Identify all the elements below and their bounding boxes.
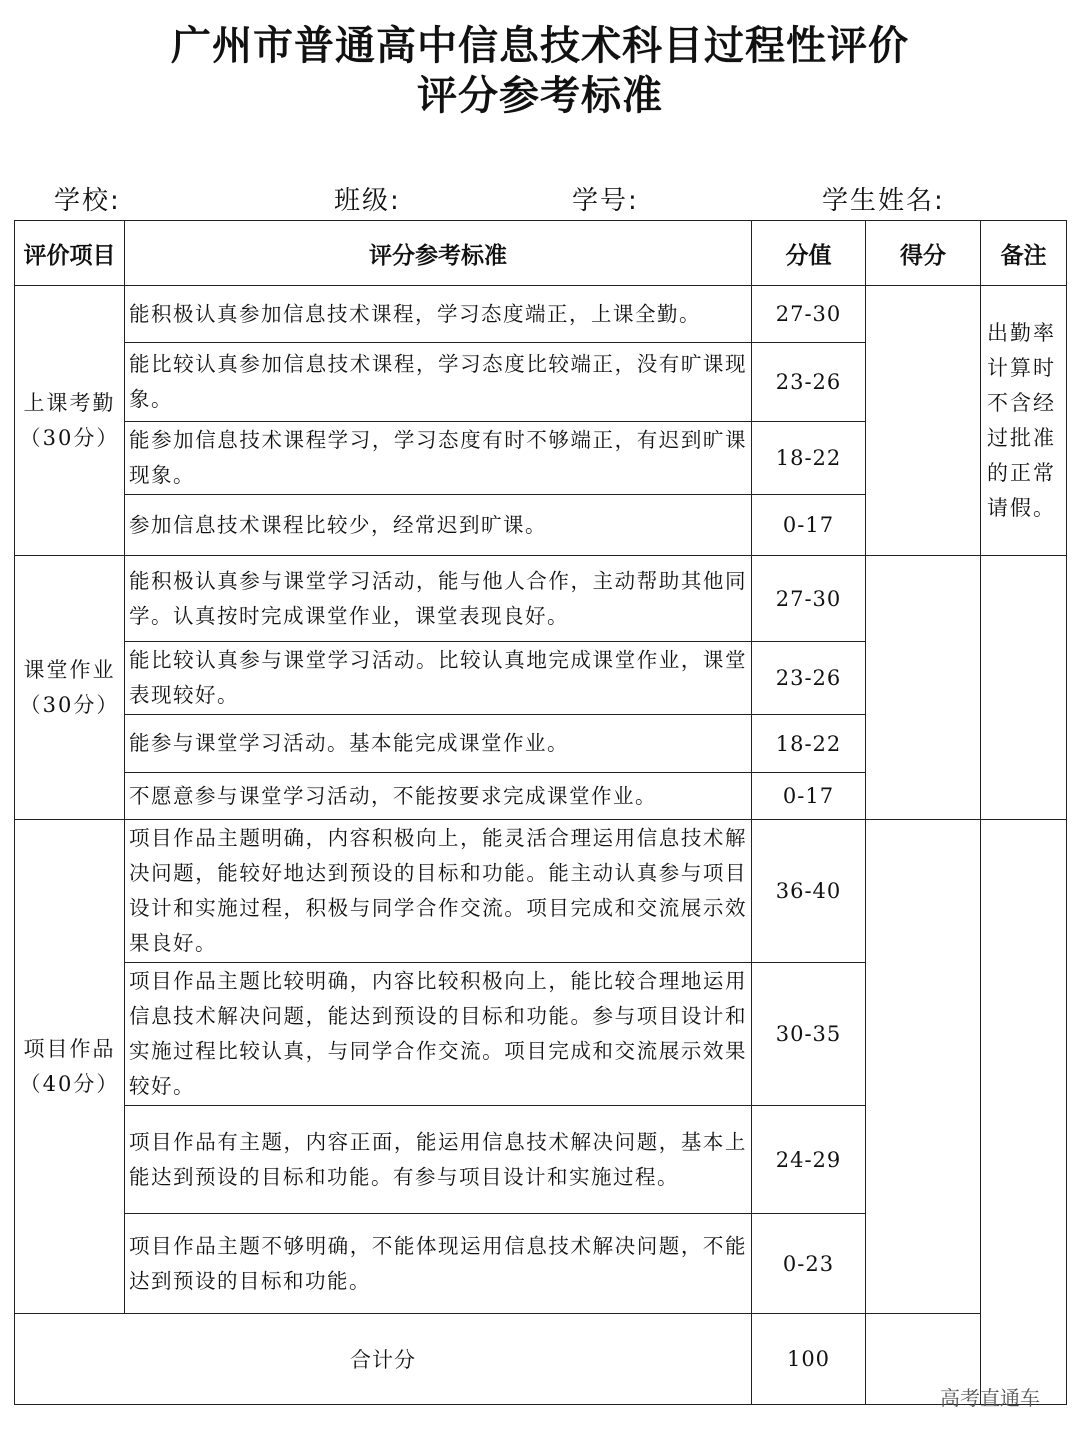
criteria-cell: 项目作品有主题，内容正面，能运用信息技术解决问题，基本上能达到预设的目标和功能。有参与项目设计和实施过程。 xyxy=(125,1106,752,1214)
document-title-line1: 广州市普通高中信息技术科目过程性评价 xyxy=(171,23,909,69)
criteria-cell: 能积极认真参与课堂学习活动，能与他人合作，主动帮助其他同学。认真按时完成课堂作业，课堂表现良好。 xyxy=(125,556,752,642)
criteria-cell: 能参与课堂学习活动。基本能完成课堂作业。 xyxy=(125,715,752,773)
table-row xyxy=(15,820,1067,963)
score-input-project[interactable] xyxy=(866,820,981,1314)
score-input-classwork[interactable] xyxy=(866,556,981,820)
score-range: 0-17 xyxy=(752,773,866,820)
total-value: 100 xyxy=(752,1314,866,1405)
category-points: （40分） xyxy=(19,1071,120,1096)
note-classwork xyxy=(981,556,1067,820)
score-range: 23-26 xyxy=(752,642,866,715)
score-range: 24-29 xyxy=(752,1106,866,1214)
table-header-row xyxy=(15,221,1067,286)
header-item: 评价项目 xyxy=(15,221,125,286)
category-label: 上课考勤 xyxy=(23,390,116,415)
criteria-cell: 能参加信息技术课程学习，学习态度有时不够端正，有迟到旷课现象。 xyxy=(125,422,752,495)
score-range: 0-17 xyxy=(752,495,866,556)
score-range: 23-26 xyxy=(752,343,866,422)
category-label: 项目作品 xyxy=(23,1036,116,1061)
score-range: 30-35 xyxy=(752,963,866,1106)
score-range: 27-30 xyxy=(752,556,866,642)
table-row xyxy=(15,286,1067,343)
total-label: 合计分 xyxy=(15,1314,752,1405)
score-range: 18-22 xyxy=(752,422,866,495)
score-range: 27-30 xyxy=(752,286,866,343)
criteria-cell: 项目作品主题不够明确，不能体现运用信息技术解决问题，不能达到预设的目标和功能。 xyxy=(125,1214,752,1314)
category-label: 课堂作业 xyxy=(23,657,116,682)
note-attendance xyxy=(981,286,1067,556)
criteria-cell: 项目作品主题明确，内容积极向上，能灵活合理运用信息技术解决问题，能较好地达到预设的目标和功能。能主动认真参与项目设计和实施过程，积极与同学合作交流。项目完成和交流展示效果良好。 xyxy=(125,820,752,963)
header-criteria: 评分参考标准 xyxy=(125,221,752,286)
criteria-cell: 能积极认真参加信息技术课程，学习态度端正，上课全勤。 xyxy=(125,286,752,343)
score-range: 0-23 xyxy=(752,1214,866,1314)
watermark-text: 高考直通车 xyxy=(940,1386,1040,1410)
score-input-attendance[interactable] xyxy=(866,286,981,556)
note-project xyxy=(981,820,1067,1405)
criteria-cell: 项目作品主题比较明确，内容比较积极向上，能比较合理地运用信息技术解决问题，能达到预设的目标和功能。参与项目设计和实施过程比较认真，与同学合作交流。项目完成和交流展示效果较好。 xyxy=(125,963,752,1106)
evaluation-table xyxy=(14,220,1067,1405)
total-row xyxy=(15,1314,1067,1405)
criteria-cell: 能比较认真参与课堂学习活动。比较认真地完成课堂作业，课堂表现较好。 xyxy=(125,642,752,715)
header-notes: 备注 xyxy=(981,221,1067,286)
score-range: 36-40 xyxy=(752,820,866,963)
category-attendance xyxy=(15,286,125,556)
document-title-line2: 评分参考标准 xyxy=(417,73,663,119)
criteria-cell: 不愿意参与课堂学习活动，不能按要求完成课堂作业。 xyxy=(125,773,752,820)
note-text: 出勤率计算时不含经过批准的正常请假。 xyxy=(987,321,1056,520)
category-points: （30分） xyxy=(19,692,120,717)
header-value: 分值 xyxy=(752,221,866,286)
category-points: （30分） xyxy=(19,425,120,450)
table-row xyxy=(15,556,1067,642)
student-name-label: 学生姓名: xyxy=(822,186,945,216)
header-score: 得分 xyxy=(866,221,981,286)
score-range: 18-22 xyxy=(752,715,866,773)
category-classwork xyxy=(15,556,125,820)
class-label: 班级: xyxy=(334,186,401,216)
criteria-cell: 参加信息技术课程比较少，经常迟到旷课。 xyxy=(125,495,752,556)
school-label: 学校: xyxy=(54,186,121,216)
student-id-label: 学号: xyxy=(572,186,639,216)
category-project xyxy=(15,820,125,1314)
criteria-cell: 能比较认真参加信息技术课程，学习态度比较端正，没有旷课现象。 xyxy=(125,343,752,422)
